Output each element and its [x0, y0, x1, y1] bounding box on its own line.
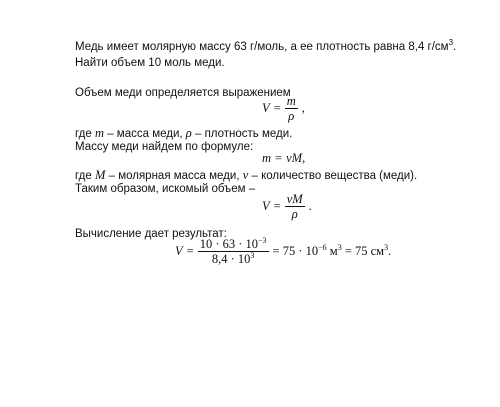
equation-calculation	[175, 237, 391, 266]
definition-line-1	[75, 126, 292, 141]
punctuation: ,	[301, 101, 305, 115]
result-expression	[273, 244, 392, 259]
text: – количество вещества (меди).	[248, 170, 418, 182]
numerator	[198, 237, 269, 252]
unit: м	[326, 244, 338, 258]
problem-text: Найти объем 10 моль меди.	[75, 57, 225, 69]
numerator: m	[286, 94, 296, 108]
fraction	[285, 192, 305, 221]
fraction	[285, 94, 298, 123]
equation-mass	[262, 151, 305, 166]
denominator-text: 8,4 · 10	[211, 252, 251, 266]
thus-line	[75, 182, 255, 196]
definition-line-2	[75, 168, 417, 183]
problem-line-2	[75, 56, 225, 70]
numerator: νM	[286, 192, 303, 206]
symbol: m	[94, 126, 105, 140]
punctuation: .	[388, 244, 392, 258]
fraction	[198, 237, 269, 266]
exponent: 3	[384, 243, 389, 252]
equation-volume	[262, 94, 305, 123]
text: где	[75, 128, 95, 140]
symbol: ρ	[185, 126, 192, 140]
superscript: 3	[448, 38, 454, 47]
solution-text: Массу меди найдем по формуле:	[75, 141, 254, 153]
equals-sign: =	[186, 244, 194, 258]
mass-intro	[75, 140, 253, 154]
text: – молярная масса меди,	[105, 170, 243, 182]
exponent: 3	[337, 243, 342, 252]
punctuation: .	[453, 41, 457, 53]
symbol: V	[175, 244, 183, 258]
problem-line-1	[75, 40, 456, 54]
text: где	[75, 170, 95, 182]
numerator-text: 10 · 63 · 10	[199, 237, 259, 251]
equation-volume-final	[262, 192, 312, 221]
symbol: V	[262, 101, 270, 115]
solution-text: Вычисление дает результат:	[75, 228, 227, 240]
solution-text: Объем меди определяется выражением	[75, 87, 291, 99]
exponent: −3	[258, 236, 267, 245]
denominator: ρ	[288, 109, 295, 123]
symbol: V	[262, 199, 270, 213]
text: – масса меди,	[104, 128, 186, 140]
result-value: = 75 см	[341, 244, 385, 258]
punctuation: ,	[302, 151, 306, 165]
exponent: −6	[318, 243, 327, 252]
result-value: = 75 · 10	[272, 244, 319, 258]
exponent: 3	[250, 251, 255, 260]
equals-sign: =	[275, 151, 283, 165]
text: – плотность меди.	[191, 128, 293, 140]
symbol: ν	[242, 168, 249, 182]
punctuation: .	[308, 199, 312, 213]
equals-sign: =	[273, 101, 281, 115]
symbol: m	[262, 151, 272, 165]
expression: νM	[286, 151, 303, 165]
problem-text: Медь имеет молярную массу 63 г/моль, а ее плотность равна 8,4 г/см	[75, 41, 449, 53]
denominator: ρ	[291, 207, 298, 221]
solution-text: Таким образом, искомый объем –	[75, 183, 256, 195]
symbol: M	[94, 168, 106, 182]
equals-sign: =	[273, 199, 281, 213]
solution-intro	[75, 86, 291, 100]
denominator	[198, 252, 269, 266]
